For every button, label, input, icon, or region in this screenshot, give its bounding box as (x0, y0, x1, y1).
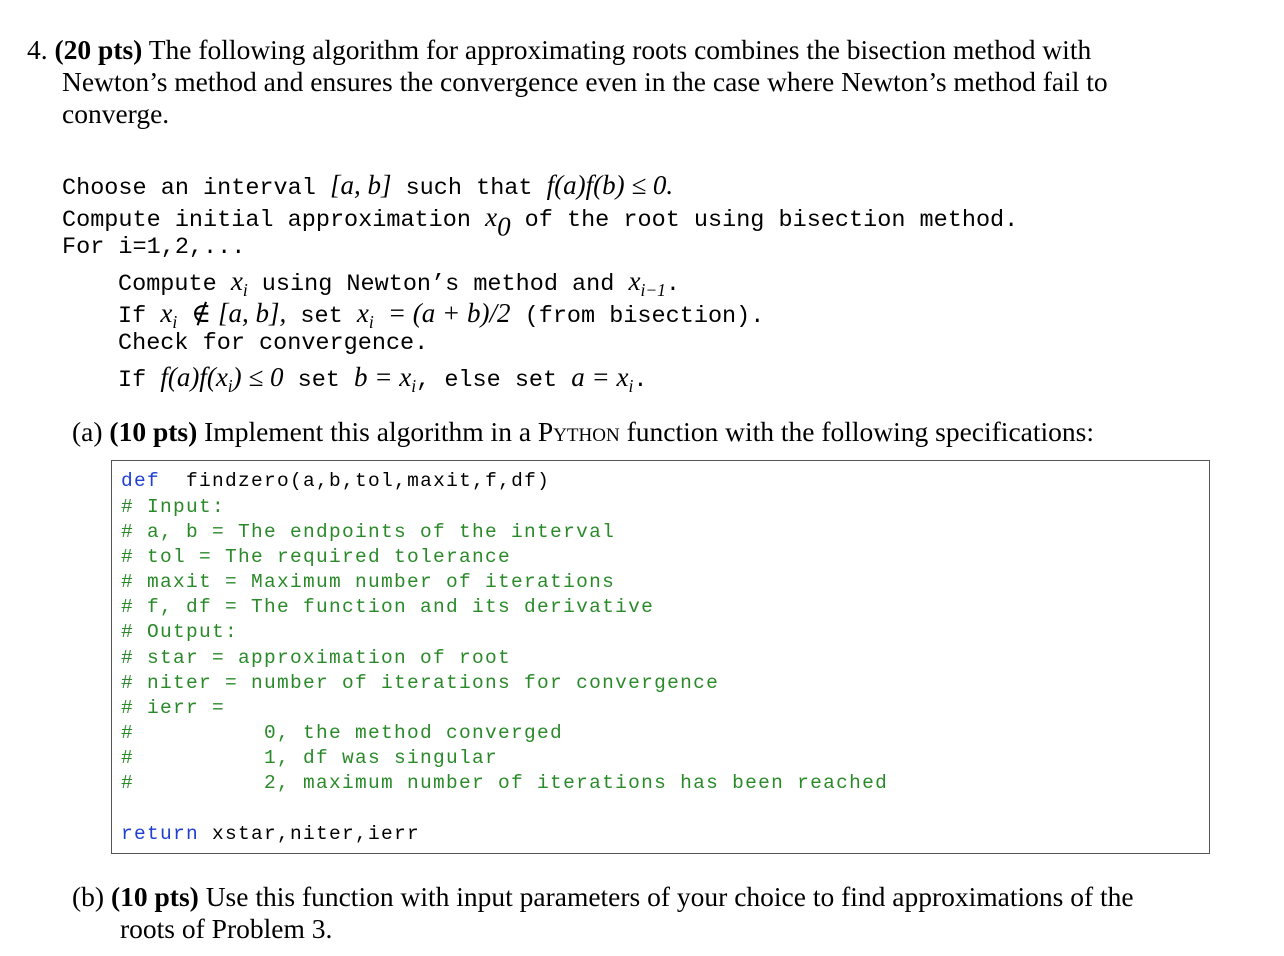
alg-text: Compute (118, 271, 217, 298)
problem-intro-line2: Newton’s method and ensures the convergence even in the case where Newton’s method fail to (62, 66, 1108, 97)
alg-text: set (297, 367, 340, 394)
part-a-lang: Python (537, 416, 620, 447)
def-keyword: def (121, 470, 161, 492)
code-comment-line: # 2, maximum number of iterations has been reached (121, 772, 889, 794)
alg-x0: $x_0$ (485, 202, 511, 242)
alg-text: set (300, 303, 343, 330)
alg-text: using Newton’s method and (261, 271, 615, 298)
code-comment-line: # Output: (121, 621, 239, 643)
alg-assign-a: $a = x_i$ (571, 362, 634, 397)
function-signature: findzero(a,b,tol,maxit,f,df) (186, 470, 551, 492)
problem-points: (20 pts) (54, 34, 143, 65)
alg-text: If (118, 303, 147, 330)
alg-assign-b: $b = x_i$ (354, 362, 417, 397)
part-b-text-line2: roots of Problem 3. (120, 913, 333, 944)
code-def-line (121, 470, 550, 492)
code-comment-line: # ierr = (121, 697, 226, 719)
alg-condition: $f(a)f(x_i) \le 0$ (160, 362, 284, 397)
code-comment-line: # f, df = The function and its derivative (121, 596, 655, 618)
code-comment-line: # star = approximation of root (121, 647, 512, 669)
code-comment-line: # niter = number of iterations for convergence (121, 672, 720, 694)
alg-text: Choose an interval (62, 175, 316, 202)
alg-condition: f(a)f(b) ≤ 0. (546, 170, 674, 200)
code-comment-line: # a, b = The endpoints of the interval (121, 521, 616, 543)
algorithm-line-7: If $f(a)f(x_i) \le 0$ set $b = x_i$, else set $a = x_i$. (118, 362, 648, 397)
code-comment-line: # 1, df was singular (121, 747, 499, 769)
alg-text: of the root using bisection method. (524, 207, 1019, 234)
problem-number: 4. (27, 34, 48, 65)
alg-text: such that (405, 175, 533, 202)
algorithm-line-6: Check for convergence. (118, 330, 429, 357)
alg-xi: $x_i$ (356, 298, 374, 333)
code-comment-line: # Input: (121, 496, 226, 518)
alg-text: If (118, 367, 147, 394)
part-b-text-line1: Use this function with input parameters of your choice to find approximations of the (205, 881, 1134, 912)
part-a (72, 416, 1094, 448)
code-comment-line: # 0, the method converged (121, 722, 564, 744)
algorithm-line-3: For i=1,2,... (62, 234, 246, 261)
algorithm-line-2 (62, 202, 1019, 242)
problem-header (27, 34, 1091, 66)
code-comment-line: # tol = The required tolerance (121, 546, 512, 568)
algorithm-line-5 (118, 298, 765, 333)
part-a-points: (10 pts) (109, 416, 198, 447)
alg-condition: ∉ [a, b], (191, 298, 287, 328)
code-return-line (121, 823, 420, 845)
part-b-points: (10 pts) (110, 881, 199, 912)
alg-interval: [a, b] (329, 170, 392, 200)
alg-xi: $x_i$ (160, 298, 178, 333)
part-b (72, 881, 1134, 913)
part-b-label: (b) (72, 881, 105, 912)
alg-text: (from bisection). (524, 303, 765, 330)
return-values: xstar,niter,ierr (212, 823, 421, 845)
alg-text: , else set (416, 367, 558, 394)
alg-xi: $x_i$ (230, 266, 248, 301)
part-a-text: Implement this algorithm in a (204, 416, 532, 447)
problem-intro-line1: The following algorithm for approximating roots combines the bisection method with (148, 34, 1092, 65)
code-comment-line: # maxit = Maximum number of iterations (121, 571, 616, 593)
alg-expression: = (a + b)/2 (387, 298, 511, 328)
part-a-text-after: function with the following specifications: (626, 416, 1094, 447)
alg-text: Compute initial approximation (62, 207, 471, 234)
algorithm-line-4: Compute $x_i$ using Newton’s method and $x_{i-1}$. (118, 266, 681, 301)
return-keyword: return (121, 823, 200, 845)
algorithm-line-1 (62, 170, 673, 202)
problem-intro-line3: converge. (62, 98, 170, 129)
alg-xi-minus-1: $x_{i-1}$ (628, 266, 666, 301)
code-listing-box (111, 460, 1210, 854)
part-a-label: (a) (72, 416, 103, 447)
